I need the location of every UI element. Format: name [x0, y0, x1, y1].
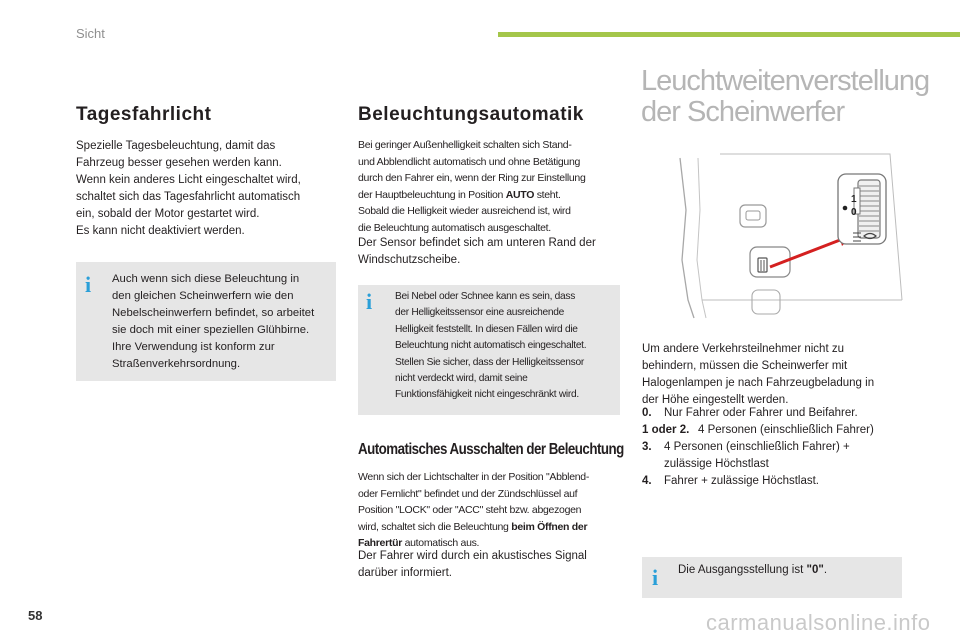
title-line: der Scheinwerfer: [641, 96, 845, 128]
leuchtweite-intro: [642, 341, 922, 409]
title-line: Leuchtweitenverstellung: [641, 65, 930, 97]
text-line: Windschutzscheibe.: [358, 254, 461, 266]
text-line: Beleuchtung nicht automatisch eingeschaltet.: [395, 340, 587, 352]
default-position-value: "0": [806, 564, 824, 576]
leuchtweite-list: [642, 405, 922, 490]
text-segment: wird, schaltet sich die Beleuchtung: [358, 520, 512, 533]
tagesfahrlicht-info-text: [112, 271, 334, 373]
text-line: [358, 187, 628, 204]
info-icon: i: [85, 272, 92, 297]
beleuchtungsautomatik-title: Beleuchtungsautomatik: [358, 104, 584, 125]
text-line: oder Fernlicht" befindet und der Zündschlüssel auf: [358, 487, 578, 500]
signal-text: [358, 548, 628, 582]
header-accent-bar: [498, 32, 960, 37]
text-line: Wenn kein anderes Licht eingeschaltet wird,: [76, 174, 301, 186]
text-segment: .: [823, 564, 828, 576]
sensor-text: [358, 235, 628, 269]
leuchtweite-info-box: [642, 557, 902, 598]
list-item: [642, 405, 922, 422]
text-segment: automatisch aus.: [401, 537, 480, 550]
ausschalten-text: [358, 469, 628, 552]
text-line: Funktionsfähigkeit nicht eingeschränkt wird.: [395, 389, 579, 401]
text-line: Der Sensor befindet sich am unteren Rand der: [358, 237, 596, 249]
watermark: carmanualsonline.info: [706, 610, 931, 635]
text-line: Helligkeit feststellt. In diesen Fällen wird die: [395, 323, 578, 335]
text-line: der Höhe eingestellt werden.: [642, 394, 789, 406]
page-number: 58: [28, 608, 43, 623]
leuchtweite-title: [641, 66, 929, 128]
text-line: ein, sobald der Motor gestartet wird.: [76, 208, 260, 220]
text-line: durch den Fahrer ein, wenn der Ring zur Einstellung: [358, 172, 586, 185]
section-label: Sicht: [76, 26, 105, 41]
text-line: Halogenlampen je nach Fahrzeugbeladung in: [642, 377, 875, 389]
text-line: Ihre Verwendung ist konform zur: [112, 341, 275, 353]
text-line: schaltet sich das Tagesfahrlicht automatisch: [76, 191, 301, 203]
item-text: 4 Personen (einschließlich Fahrer): [698, 424, 874, 436]
item-number: 3.: [642, 441, 652, 453]
bold-segment: Fahrertür: [358, 537, 402, 550]
item-number: 0.: [642, 407, 652, 419]
item-number: 4.: [642, 475, 652, 487]
item-text: zulässige Höchstlast: [664, 458, 769, 470]
auto-label: AUTO: [505, 188, 535, 201]
text-line: darüber informiert.: [358, 567, 452, 579]
list-item: [642, 473, 922, 490]
item-text: Nur Fahrer oder Fahrer und Beifahrer.: [664, 407, 858, 419]
item-text: Fahrer + zulässige Höchstlast.: [664, 475, 819, 487]
text-line: Sobald die Helligkeit wieder ausreichend ist, wird: [358, 205, 571, 218]
text-line: [358, 519, 628, 536]
text-line: den gleichen Scheinwerfern wie den: [112, 290, 294, 302]
leuchtweite-info-text: [678, 562, 898, 579]
text-line: Straßenverkehrsordnung.: [112, 358, 241, 370]
text-line: sie doch mit einer speziellen Glühbirne.: [112, 324, 310, 336]
text-segment: der Hauptbeleuchtung in Position: [358, 188, 506, 201]
tagesfahrlicht-text: [76, 138, 346, 240]
tagesfahrlicht-info-box: [76, 262, 336, 381]
text-line: Bei Nebel oder Schnee kann es sein, dass: [395, 291, 575, 302]
text-line: Wenn sich der Lichtschalter in der Position "Abblend-: [358, 471, 590, 483]
text-segment: steht.: [534, 188, 561, 201]
beleuchtungsautomatik-info-text: [395, 289, 619, 404]
list-item: [642, 439, 922, 456]
text-line: Position "LOCK" oder "ACC" steht bzw. abgezogen: [358, 504, 582, 517]
ausschalten-title: Automatisches Ausschalten der Beleuchtung: [358, 441, 624, 458]
text-line: Stellen Sie sicher, dass der Helligkeitssensor: [395, 356, 584, 368]
text-line: behindern, müssen die Scheinwerfer mit: [642, 360, 848, 372]
item-number: 1 oder 2.: [642, 424, 690, 436]
beleuchtungsautomatik-text: [358, 137, 628, 237]
list-item-continuation: [642, 456, 922, 473]
item-text: 4 Personen (einschließlich Fahrer) +: [664, 441, 850, 453]
dial-label-1: 1: [851, 194, 857, 205]
beleuchtungsautomatik-info-box: [358, 285, 620, 415]
info-icon: i: [652, 565, 659, 590]
text-line: Auch wenn sich diese Beleuchtung in: [112, 273, 300, 285]
text-line: die Beleuchtung automatisch ausgeschaltet.: [358, 221, 551, 234]
text-line: Fahrzeug besser gesehen werden kann.: [76, 157, 282, 169]
text-line: nicht verdeckt wird, damit seine: [395, 373, 528, 385]
text-line: und Abblendlicht automatisch und ohne Betätigung: [358, 155, 581, 168]
text-line: Spezielle Tagesbeleuchtung, damit das: [76, 140, 276, 152]
text-line: Der Fahrer wird durch ein akustisches Signal: [358, 550, 587, 562]
text-line: Bei geringer Außenhelligkeit schalten sich Stand-: [358, 139, 572, 151]
text-line: Es kann nicht deaktiviert werden.: [76, 225, 245, 237]
text-segment: Die Ausgangsstellung ist: [678, 564, 807, 576]
dial-label-0: 0: [851, 207, 857, 218]
info-icon: i: [366, 289, 373, 314]
headlight-adjuster-illustration: [640, 150, 910, 320]
list-item: [642, 422, 922, 439]
text-line: der Helligkeitssensor eine ausreichende: [395, 307, 564, 319]
text-line: Nebelscheinwerfern befindet, so arbeitet: [112, 307, 315, 319]
text-line: Um andere Verkehrsteilnehmer nicht zu: [642, 343, 844, 355]
tagesfahrlicht-title: Tagesfahrlicht: [76, 104, 212, 125]
bold-segment: beim Öffnen der: [511, 520, 588, 533]
